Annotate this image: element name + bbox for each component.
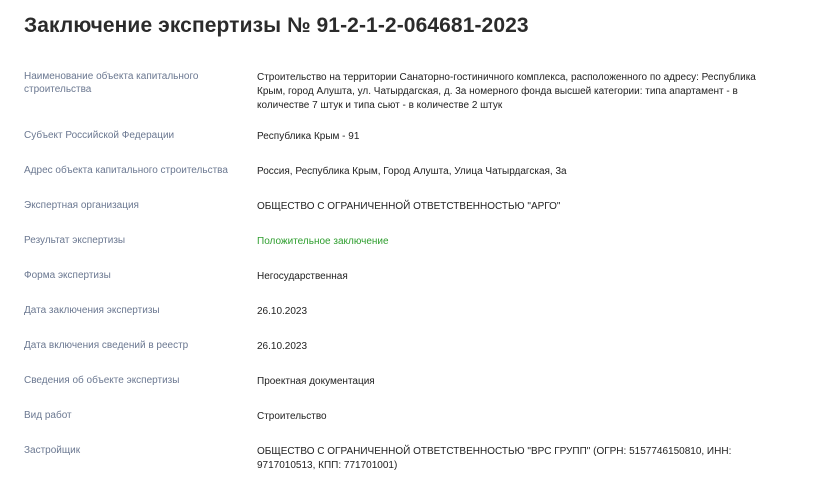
row-expertise-object-info [24, 374, 798, 389]
row-value: ОБЩЕСТВО С ОГРАНИЧЕННОЙ ОТВЕТСТВЕННОСТЬЮ "ВРС ГРУПП" (ОГРН: 5157746150810, ИНН: 9717010513, КПП: 771701001) [257, 446, 732, 471]
row-value: ОБЩЕСТВО С ОГРАНИЧЕННОЙ ОТВЕТСТВЕННОСТЬЮ "АРГО" [257, 201, 561, 212]
row-value: 26.10.2023 [257, 306, 308, 317]
row-expertise-result [24, 234, 798, 249]
row-label: Форма экспертизы [24, 270, 111, 281]
row-value: Республика Крым - 91 [257, 131, 360, 142]
row-value: Строительство на территории Санаторно-гостиничного комплекса, расположенного по адресу: Республика Крым, город Алушта, ул. Чатырдагская, д. 3а номерного фонда высшей категории: типа апартамент - в количестве 7 штук и типа сьют - в количестве 2 штук [257, 72, 756, 111]
row-label: Результат экспертизы [24, 235, 126, 246]
page-title: Заключение экспертизы № 91-2-1-2-064681-2023 [24, 14, 529, 37]
row-value: Проектная документация [257, 376, 375, 387]
row-label: Наименование объекта капитального строительства [24, 71, 199, 95]
row-label: Экспертная организация [24, 200, 139, 211]
row-label: Дата заключения экспертизы [24, 305, 160, 316]
row-developer [24, 444, 798, 473]
row-label: Адрес объекта капитального строительства [24, 165, 228, 176]
row-value: Негосударственная [257, 271, 348, 282]
row-label: Дата включения сведений в реестр [24, 340, 189, 351]
row-label: Субъект Российской Федерации [24, 130, 175, 141]
row-object-address [24, 164, 798, 179]
result-status-value: Положительное заключение [257, 236, 389, 247]
row-label: Вид работ [24, 410, 72, 421]
row-federal-subject [24, 129, 798, 144]
row-registry-date [24, 339, 798, 354]
row-value: Россия, Республика Крым, Город Алушта, Улица Чатырдагская, 3а [257, 166, 567, 177]
row-object-name [24, 70, 798, 113]
row-label: Сведения об объекте экспертизы [24, 375, 180, 386]
row-value: 26.10.2023 [257, 341, 308, 352]
row-conclusion-date [24, 304, 798, 319]
row-expertise-form [24, 269, 798, 284]
row-value: Строительство [257, 411, 327, 422]
row-expert-organization [24, 199, 798, 214]
row-work-type [24, 409, 798, 424]
details-list [24, 70, 798, 473]
row-label: Застройщик [24, 445, 81, 456]
